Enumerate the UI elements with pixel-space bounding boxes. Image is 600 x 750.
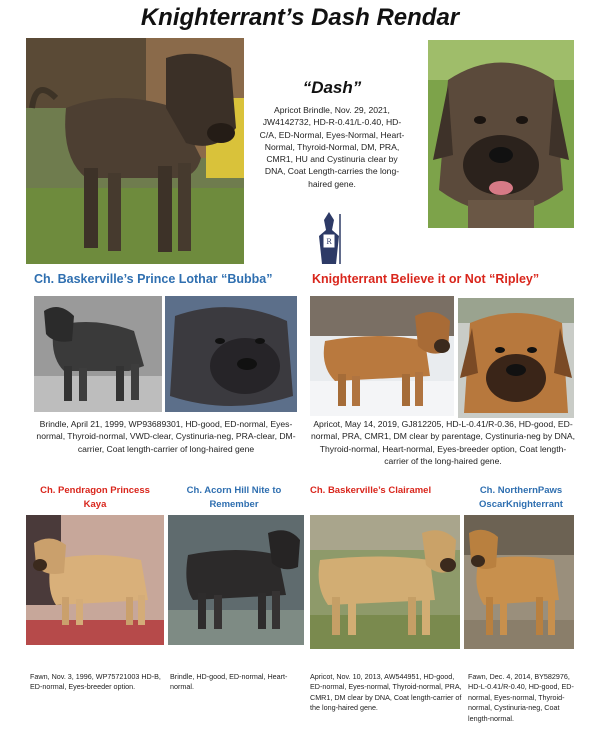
grandparent-3-description: Apricot, Nov. 10, 2013, AW544951, HD-good, ED-normal, Eyes-normal, Thyroid-normal, PRA, CMR1, DM clear by DNA, Coat length-carrier of the long-haired gene. [310,672,462,713]
grandparent-4-photo [464,515,574,649]
sire-head-photo [165,296,297,412]
dash-description: Apricot Brindle, Nov. 29, 2021, JW4142732, HD-R-0.41/L-0.40, HD-C/A, ED-Normal, Eyes-Normal, Heart-Normal, Thyroid-Normal, DM, PRA, CMR1, HU and Cystinuria clear by DNA, Coat Length-carries the long-haired gene. [259,105,405,189]
dam-description: Apricot, May 14, 2019, GJ812205, HD-L-0.41/R-0.36, HD-good, ED-normal, PRA, CMR1, DM clear by parentage, Cystinuria-neg by DNA, Thyroid-normal, Heart-normal, Eyes-breeder option, Coat length-carrier of the long-haired gene. [310,419,576,467]
grandparent-4-description: Fawn, Dec. 4, 2014, BY582976, HD-L-0.41/R-0.40, HD-good, ED-normal, Eyes-normal, Thyroid-normal, Cystinuria-neg, Coat length-normal. [468,672,574,723]
sire-description: Brindle, April 21, 1999, WP93689301, HD-good, ED-normal, Eyes-normal, Thyroid-normal, VWD-clear, Cystinuria-neg, PRA-clear, DM-carrier, Coat length-carrier of long-haired gene [36,419,296,454]
dash-info [256,78,408,190]
dam-standing-photo [310,296,454,416]
dash-nickname: “Dash” [302,78,362,97]
sire-name: Ch. Baskerville’s Prince Lothar “Bubba” [34,272,273,286]
knight-crest-logo [312,210,346,266]
grandparent-2-photo [168,515,304,645]
grandparent-4-name: Ch. NorthernPaws OscarKnighterrant [479,485,563,510]
grandparent-1-photo [26,515,164,645]
dash-head-photo [428,40,574,228]
grandparent-3-photo [310,515,460,649]
grandparent-1-name: Ch. Pendragon Princess Kaya [40,485,150,510]
grandparent-3-name: Ch. Baskerville’s Clairamel [310,485,432,496]
grandparent-1-description: Fawn, Nov. 3, 1996, WP75721003 HD-B, ED-normal, Eyes-breeder option. [30,672,161,692]
sire-standing-photo [34,296,162,412]
dash-standing-photo [26,38,244,264]
dam-head-photo [458,298,574,418]
grandparent-2-description: Brindle, HD-good, ED-normal, Heart-normal. [170,672,288,692]
dam-name: Knighterrant Believe it or Not “Ripley” [312,272,540,286]
grandparent-2-name: Ch. Acorn Hill Nite to Remember [186,485,282,510]
svg-text:R: R [326,238,332,246]
page-title: Knighterrant’s Dash Rendar [140,4,460,31]
